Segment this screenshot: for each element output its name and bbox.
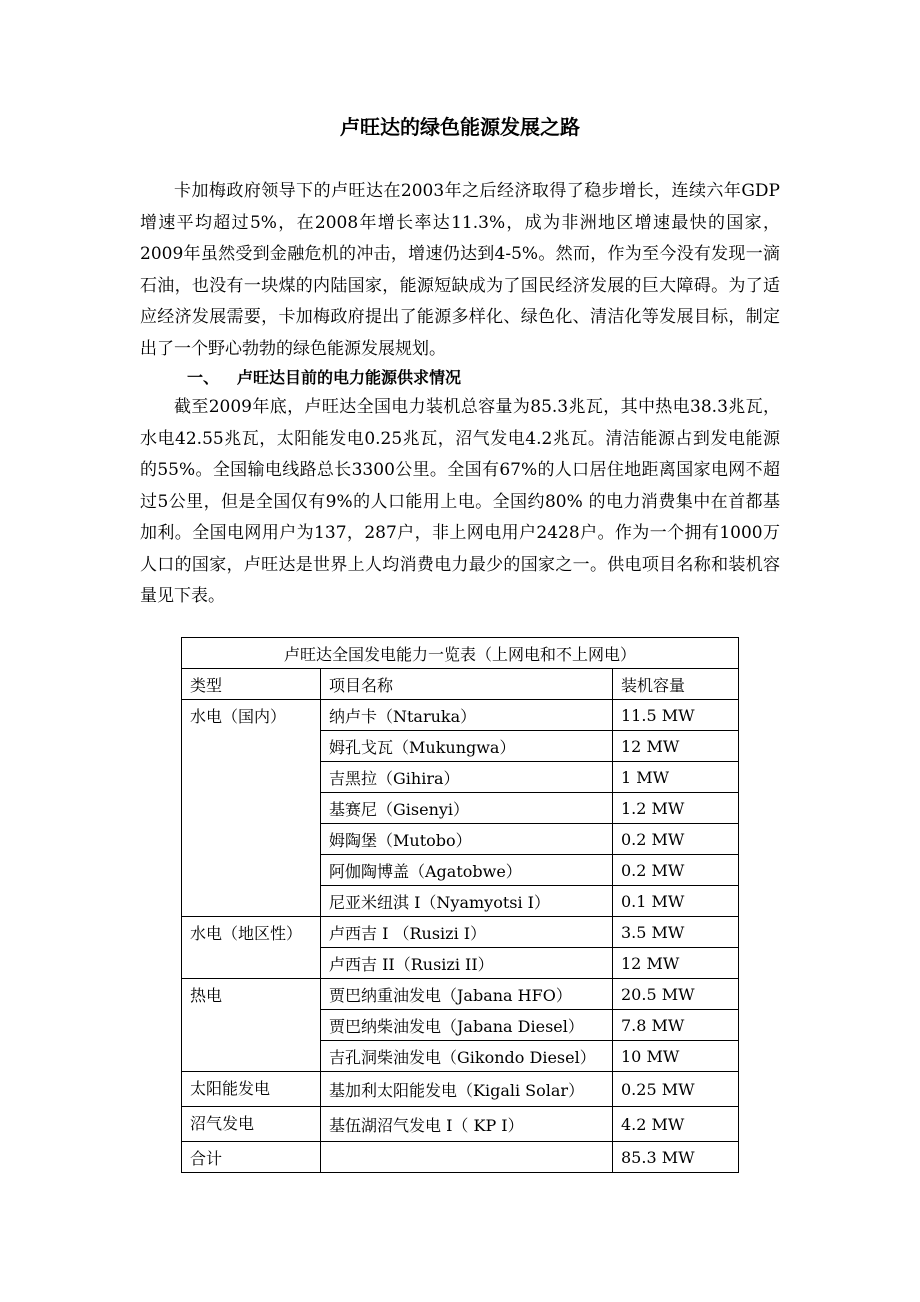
capacity-cell: 4.2 MW [613, 1107, 739, 1142]
project-name-cell: 吉孔洞柴油发电（Gikondo Diesel） [321, 1041, 613, 1072]
header-project-name: 项目名称 [321, 669, 613, 700]
type-cell: 水电（国内） [182, 700, 321, 917]
project-name-cell: 基赛尼（Gisenyi） [321, 793, 613, 824]
project-name-cell: 基伍湖沼气发电 I（ KP I） [321, 1107, 613, 1142]
capacity-cell: 0.1 MW [613, 886, 739, 917]
table-row [182, 979, 739, 1010]
project-name-cell: 姆孔戈瓦（Mukungwa） [321, 731, 613, 762]
document-title: 卢旺达的绿色能源发展之路 [340, 115, 580, 139]
table-row [182, 1107, 739, 1142]
project-name-cell: 基加利太阳能发电（Kigali Solar） [321, 1072, 613, 1107]
capacity-cell: 0.25 MW [613, 1072, 739, 1107]
table-row [182, 700, 739, 731]
header-type: 类型 [182, 669, 321, 700]
header-capacity: 装机容量 [613, 669, 739, 700]
type-cell: 水电（地区性） [182, 917, 321, 979]
total-capacity-cell: 85.3 MW [613, 1142, 739, 1173]
capacity-cell: 1.2 MW [613, 793, 739, 824]
project-name-cell: 尼亚米纽淇 I（Nyamyotsi I） [321, 886, 613, 917]
capacity-cell: 11.5 MW [613, 700, 739, 731]
total-label-cell: 合计 [182, 1142, 321, 1173]
project-name-cell: 卢西吉 II（Rusizi II） [321, 948, 613, 979]
project-name-cell: 贾巴纳柴油发电（Jabana Diesel） [321, 1010, 613, 1041]
type-cell: 热电 [182, 979, 321, 1072]
capacity-cell: 7.8 MW [613, 1010, 739, 1041]
table-row [182, 917, 739, 948]
project-name-cell: 纳卢卡（Ntaruka） [321, 700, 613, 731]
supply-paragraph: 截至2009年底，卢旺达全国电力装机总容量为85.3兆瓦，其中热电38.3兆瓦，水电42.55兆瓦，太阳能发电0.25兆瓦，沼气发电4.2兆瓦。清洁能源占到发电能源的55%。全国输电线路总长3300公里。全国有67%的人口居住地距离国家电网不超过5公里，但是全国仅有9%的人口能用上电。全国约80% 的电力消费集中在首都基加利。全国电网用户为137，287户，非上网电用户2428户。作为一个拥有1000万人口的国家，卢旺达是世界上人均消费电力最少的国家之一。供电项目名称和装机容量见下表。 [140, 397, 780, 606]
project-name-cell: 阿伽陶博盖（Agatobwe） [321, 855, 613, 886]
table-row [182, 1072, 739, 1107]
section-heading [187, 366, 461, 390]
capacity-cell: 1 MW [613, 762, 739, 793]
total-name-cell [321, 1142, 613, 1173]
total-row [182, 1142, 739, 1173]
capacity-cell: 12 MW [613, 731, 739, 762]
type-cell: 沼气发电 [182, 1107, 321, 1142]
capacity-cell: 20.5 MW [613, 979, 739, 1010]
section-title: 卢旺达目前的电力能源供求情况 [237, 368, 462, 387]
intro-paragraph: 卡加梅政府领导下的卢旺达在2003年之后经济取得了稳步增长，连续六年GDP增速平均超过5%，在2008年增长率达11.3%，成为非洲地区增速最快的国家，2009年虽然受到金融危机的冲击，增速仍达到4-5%。然而，作为至今没有发现一滴石油，也没有一块煤的内陆国家，能源短缺成为了国民经济发展的巨大障碍。为了适应经济发展需要，卡加梅政府提出了能源多样化、绿色化、清洁化等发展目标，制定出了一个野心勃勃的绿色能源发展规划。 [140, 181, 780, 359]
project-name-cell: 吉黑拉（Gihira） [321, 762, 613, 793]
capacity-cell: 0.2 MW [613, 824, 739, 855]
project-name-cell: 贾巴纳重油发电（Jabana HFO） [321, 979, 613, 1010]
table-caption: 卢旺达全国发电能力一览表（上网电和不上网电） [182, 638, 739, 669]
table-caption-row [182, 638, 739, 669]
capacity-cell: 0.2 MW [613, 855, 739, 886]
capacity-cell: 3.5 MW [613, 917, 739, 948]
type-cell: 太阳能发电 [182, 1072, 321, 1107]
section-number: 一、 [187, 368, 220, 387]
project-name-cell: 卢西吉 I （Rusizi I） [321, 917, 613, 948]
table-header-row [182, 669, 739, 700]
capacity-cell: 12 MW [613, 948, 739, 979]
capacity-table [181, 637, 739, 1173]
project-name-cell: 姆陶堡（Mutobo） [321, 824, 613, 855]
capacity-cell: 10 MW [613, 1041, 739, 1072]
